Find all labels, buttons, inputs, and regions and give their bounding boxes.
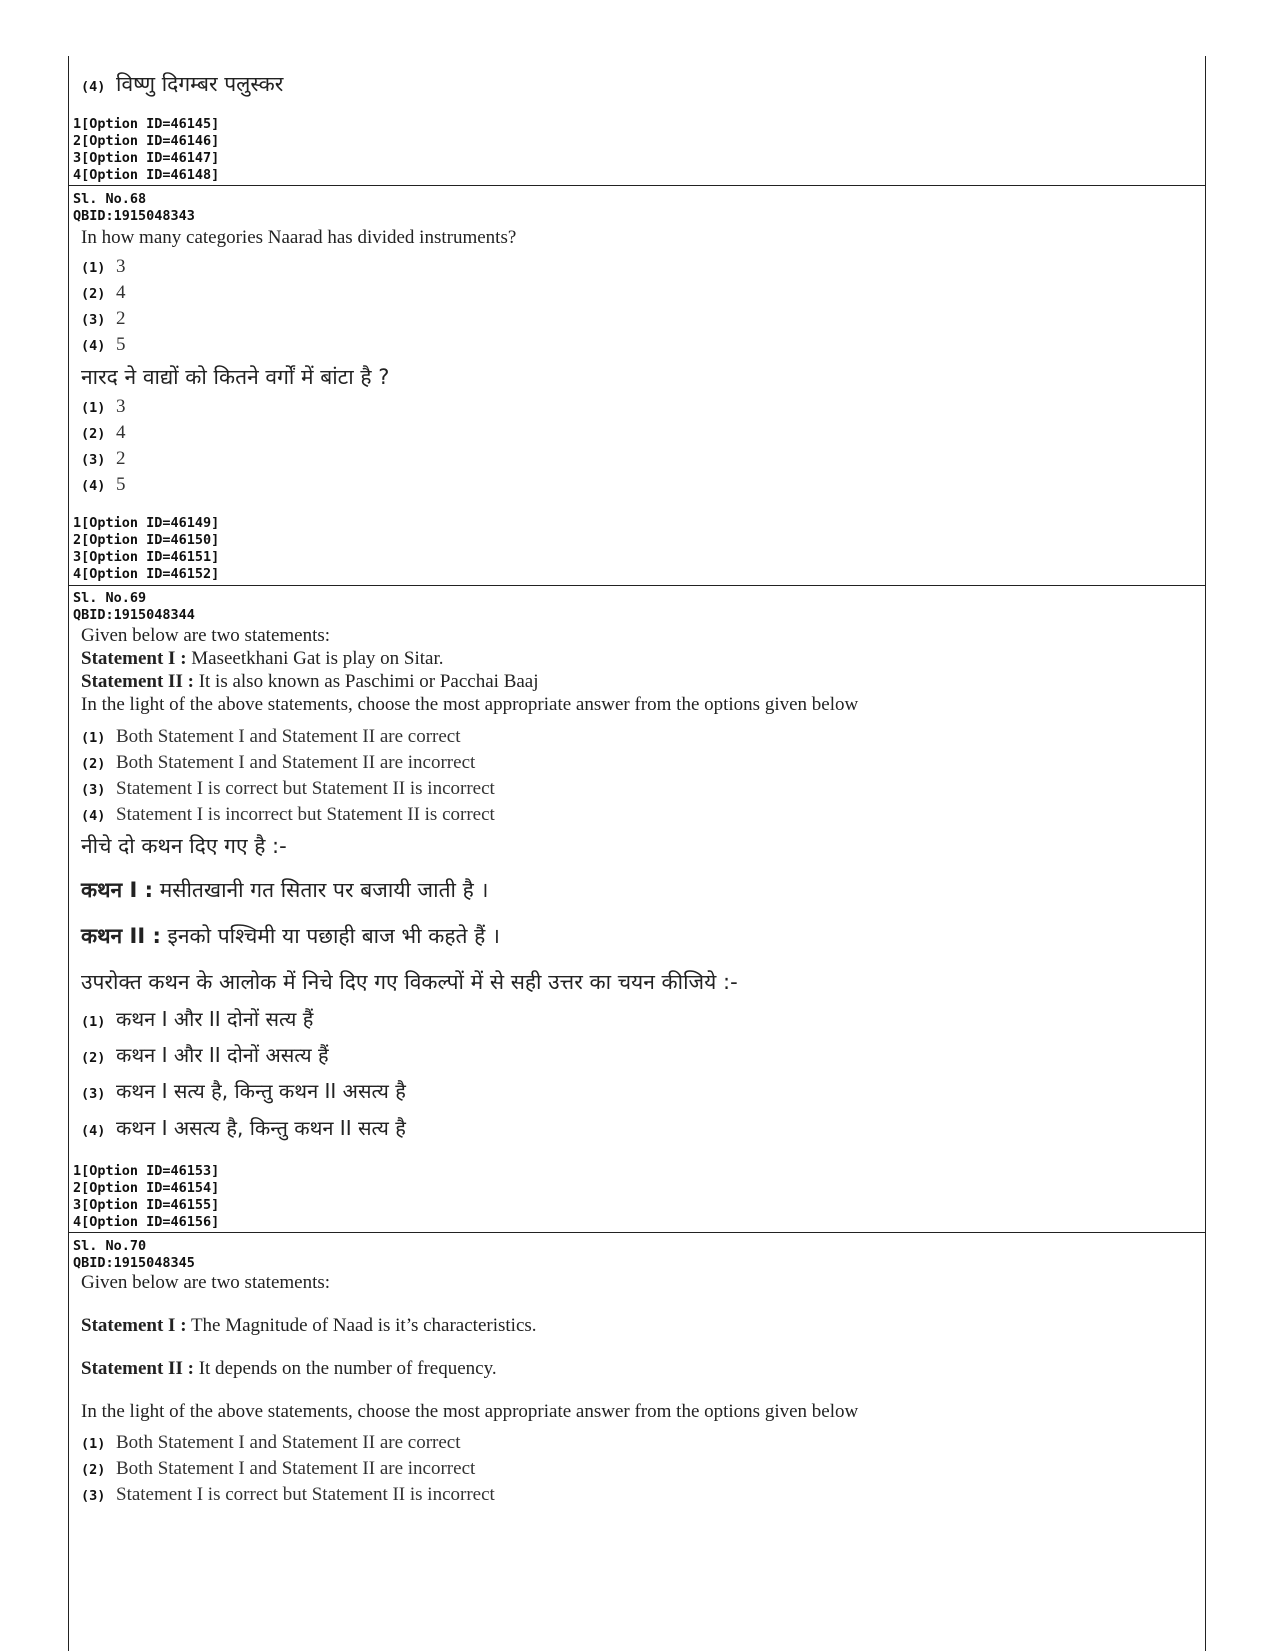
option-text: Statement I is correct but Statement II is incorrect [116, 1484, 495, 1505]
q70-statement-1-en [81, 1315, 537, 1337]
statement-label: Statement I : [81, 1315, 187, 1336]
statement-text: Maseetkhani Gat is play on Sitar. [186, 648, 444, 669]
option-number: (3) [81, 312, 106, 328]
q70-instruction-en: In the light of the above statements, choose the most appropriate answer from the options given below [81, 1401, 859, 1422]
option-number: (1) [81, 400, 106, 416]
option-text: कथन I सत्य है, किन्तु कथन II असत्य है [116, 1079, 406, 1103]
q69-option-hi-3 [81, 1077, 406, 1104]
option-text: 3 [116, 396, 126, 417]
option-text: Statement I is correct but Statement II is incorrect [116, 778, 495, 799]
statement-label: Statement II : [81, 671, 194, 692]
option-id: 3[Option ID=46151] [73, 549, 220, 565]
q68-option-hi-2 [81, 422, 126, 444]
q69-option-en-2 [81, 752, 475, 774]
option-id: 4[Option ID=46156] [73, 1214, 220, 1230]
statement-text: The Magnitude of Naad is it’s characteristics. [186, 1315, 537, 1336]
option-number: (4) [81, 808, 106, 824]
q69-instruction-hi: उपरोक्त कथन के आलोक में निचे दिए गए विकल्पों में से सही उत्तर का चयन कीजिये :- [81, 970, 738, 994]
q68-option-en-4 [81, 334, 126, 356]
option-number: (4) [81, 478, 106, 494]
option-number: (3) [81, 1488, 106, 1504]
q68-option-hi-4 [81, 474, 126, 496]
option-id: 1[Option ID=46145] [73, 116, 220, 132]
statement-label: कथन II : [81, 924, 161, 948]
q69-option-hi-4 [81, 1114, 406, 1141]
option-id: 2[Option ID=46150] [73, 532, 220, 548]
q70-option-en-3 [81, 1484, 495, 1506]
serial-number: Sl. No.70 [73, 1238, 147, 1254]
statement-text: मसीतखानी गत सितार पर बजायी जाती है । [153, 878, 489, 902]
q69-statement-1-hi [81, 876, 488, 904]
option-text: कथन I और II दोनों सत्य हैं [116, 1007, 314, 1031]
statement-label: Statement II : [81, 1358, 194, 1379]
option-text: 3 [116, 256, 126, 277]
q68-option-ids [73, 515, 219, 583]
option-number: (1) [81, 1436, 106, 1452]
statement-label: Statement I : [81, 648, 187, 669]
option-number: (3) [81, 782, 106, 798]
q68-question-hi: नारद ने वाद्यों को कितने वर्गों में बांटा है ? [81, 365, 390, 389]
q68-option-en-3 [81, 308, 126, 330]
option-number: (2) [81, 286, 106, 302]
q68-option-en-1 [81, 256, 126, 278]
separator [69, 185, 1205, 186]
q69-option-en-3 [81, 778, 495, 800]
q70-intro-en: Given below are two statements: [81, 1272, 331, 1293]
q68-header [73, 191, 195, 225]
separator [69, 1232, 1205, 1233]
q68-option-hi-1 [81, 396, 126, 418]
option-number: (4) [81, 338, 106, 354]
option-id: 4[Option ID=46152] [73, 566, 220, 582]
option-text: Both Statement I and Statement II are correct [116, 726, 461, 747]
q69-option-hi-2 [81, 1041, 329, 1068]
option-number: (2) [81, 1462, 106, 1478]
option-id: 3[Option ID=46147] [73, 150, 220, 166]
prev-option-4 [81, 70, 283, 98]
option-number: (1) [81, 260, 106, 276]
qbid: QBID:1915048345 [73, 1255, 195, 1271]
option-number: (2) [81, 426, 106, 442]
option-id: 2[Option ID=46154] [73, 1180, 220, 1196]
q70-option-en-1 [81, 1432, 461, 1454]
q69-intro-en: Given below are two statements: [81, 625, 331, 646]
option-number: (4) [81, 1123, 106, 1139]
q69-statement-2-hi [81, 922, 500, 950]
option-number: (3) [81, 452, 106, 468]
q69-statement-2-en [81, 671, 539, 693]
option-text: Both Statement I and Statement II are incorrect [116, 752, 476, 773]
statement-label: कथन I : [81, 878, 154, 902]
option-text: 2 [116, 448, 126, 469]
q68-option-hi-3 [81, 448, 126, 470]
q70-header [73, 1238, 195, 1272]
option-number: (3) [81, 1086, 106, 1102]
option-text: कथन I और II दोनों असत्य हैं [116, 1043, 329, 1067]
option-id: 1[Option ID=46153] [73, 1163, 220, 1179]
q69-header [73, 590, 195, 624]
q69-statement-1-en [81, 648, 444, 670]
option-text: 4 [116, 282, 126, 303]
option-text: Both Statement I and Statement II are correct [116, 1432, 461, 1453]
option-number: (4) [81, 79, 106, 95]
option-id: 4[Option ID=46148] [73, 167, 220, 183]
statement-text: It depends on the number of frequency. [193, 1358, 497, 1379]
option-text: 2 [116, 308, 126, 329]
option-text: 5 [116, 474, 126, 495]
option-text: कथन I असत्य है, किन्तु कथन II सत्य है [116, 1116, 406, 1140]
option-number: (2) [81, 1050, 106, 1066]
option-number: (1) [81, 730, 106, 746]
statement-text: इनको पश्चिमी या पछाही बाज भी कहते हैं । [160, 924, 500, 948]
q70-statement-2-en [81, 1358, 497, 1380]
q69-option-en-1 [81, 726, 461, 748]
q68-option-en-2 [81, 282, 126, 304]
option-number: (2) [81, 756, 106, 772]
option-text: 5 [116, 334, 126, 355]
prev-option-ids [73, 116, 219, 184]
q69-intro-hi: नीचे दो कथन दिए गए है :- [81, 834, 287, 858]
q69-option-hi-1 [81, 1005, 313, 1032]
option-text: विष्णु दिगम्बर पलुस्कर [116, 72, 284, 96]
q69-option-en-4 [81, 804, 495, 826]
q69-instruction-en: In the light of the above statements, choose the most appropriate answer from the options given below [81, 694, 859, 715]
option-text: Statement I is incorrect but Statement II is correct [116, 804, 495, 825]
option-id: 1[Option ID=46149] [73, 515, 220, 531]
q70-option-en-2 [81, 1458, 475, 1480]
qbid: QBID:1915048343 [73, 208, 195, 224]
q69-option-ids [73, 1163, 219, 1231]
serial-number: Sl. No.69 [73, 590, 147, 606]
option-id: 2[Option ID=46146] [73, 133, 220, 149]
option-text: 4 [116, 422, 126, 443]
option-id: 3[Option ID=46155] [73, 1197, 220, 1213]
q68-question-en: In how many categories Naarad has divided instruments? [81, 227, 517, 248]
qbid: QBID:1915048344 [73, 607, 195, 623]
option-number: (1) [81, 1014, 106, 1030]
option-text: Both Statement I and Statement II are incorrect [116, 1458, 476, 1479]
question-paper-frame [68, 56, 1206, 1651]
serial-number: Sl. No.68 [73, 191, 147, 207]
statement-text: It is also known as Paschimi or Pacchai Baaj [193, 671, 539, 692]
separator [69, 585, 1205, 586]
